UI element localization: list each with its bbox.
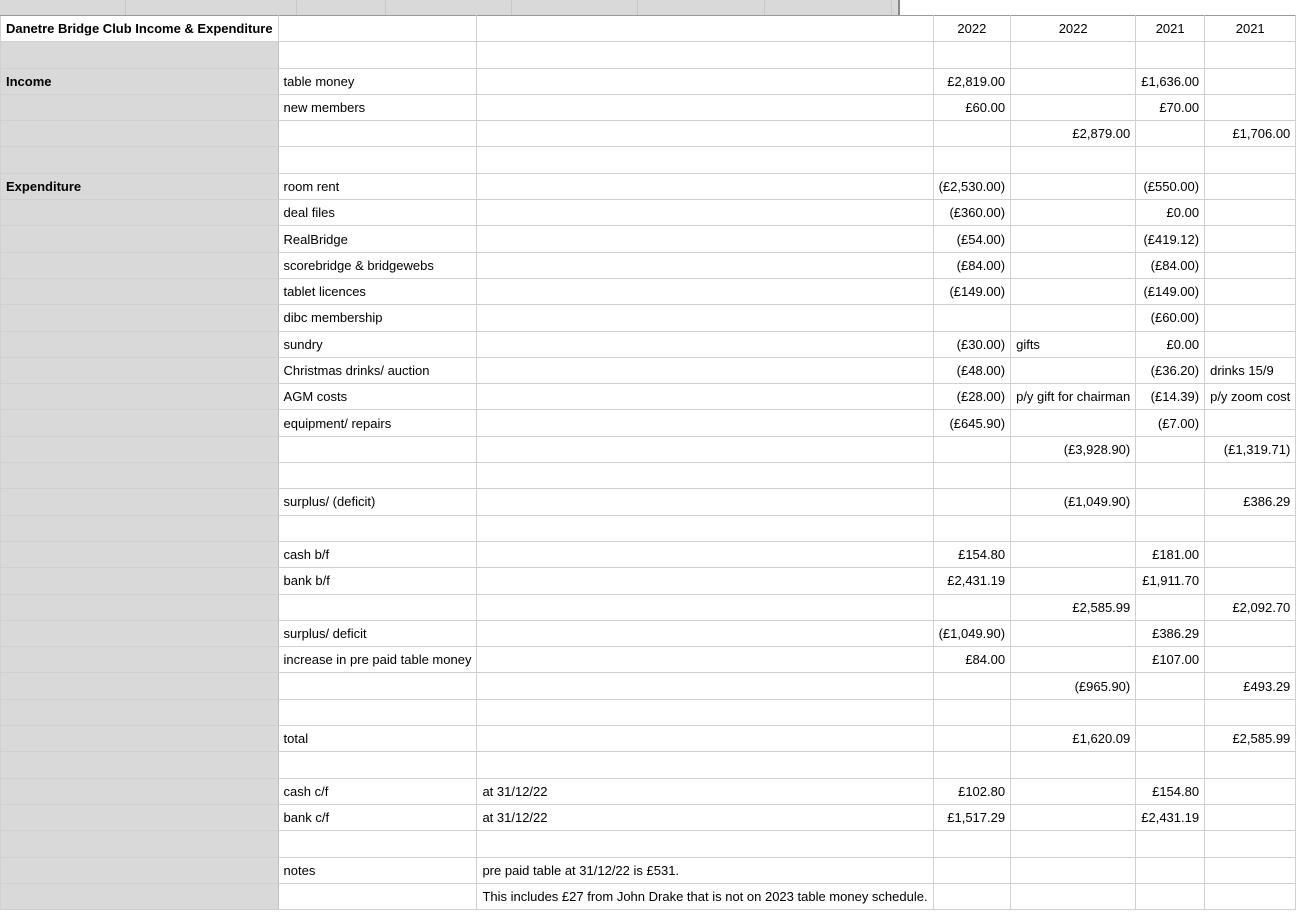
cell[interactable] (1011, 568, 1136, 594)
amount-cell[interactable]: (£14.39) (1136, 384, 1205, 410)
row-label[interactable]: sundry (278, 331, 477, 357)
row-gutter-cell[interactable] (1, 620, 279, 646)
cell[interactable] (477, 42, 933, 68)
amount-cell[interactable]: (£60.00) (1136, 305, 1205, 331)
cell[interactable] (477, 94, 933, 120)
subtotal-cell[interactable]: £2,585.99 (1011, 594, 1136, 620)
amount-cell[interactable]: £0.00 (1136, 200, 1205, 226)
row-gutter-cell[interactable] (1, 778, 279, 804)
row-gutter-cell[interactable] (1, 647, 279, 673)
cell[interactable] (477, 647, 933, 673)
amount-cell[interactable]: £2,819.00 (933, 68, 1011, 94)
row-gutter-cell[interactable] (1, 463, 279, 489)
cell[interactable] (278, 121, 477, 147)
cell[interactable] (278, 463, 477, 489)
column-header-g[interactable] (765, 0, 892, 15)
table-row (1, 647, 1296, 673)
cell[interactable] (1205, 410, 1296, 436)
cell[interactable] (477, 726, 933, 752)
cell[interactable] (278, 752, 477, 778)
cell[interactable] (1011, 883, 1136, 909)
row-label[interactable]: Christmas drinks/ auction (278, 357, 477, 383)
note-cell[interactable]: p/y gift for chairman (1011, 384, 1136, 410)
row-label[interactable]: surplus/ (deficit) (278, 489, 477, 515)
cell[interactable] (477, 305, 933, 331)
row-label[interactable]: bank b/f (278, 568, 477, 594)
header-row (1, 16, 1296, 42)
subtotal-cell[interactable]: £1,620.09 (1011, 726, 1136, 752)
cell[interactable] (477, 173, 933, 199)
row-label[interactable]: increase in pre paid table money (278, 647, 477, 673)
row-label[interactable]: cash c/f (278, 778, 477, 804)
amount-cell[interactable]: (£7.00) (1136, 410, 1205, 436)
subtotal-cell[interactable]: (£965.90) (1011, 673, 1136, 699)
subtotal-cell[interactable]: £493.29 (1205, 673, 1296, 699)
row-gutter-cell[interactable] (1, 857, 279, 883)
row-gutter-cell[interactable] (1, 515, 279, 541)
cell[interactable] (278, 42, 477, 68)
amount-cell[interactable]: £154.80 (1136, 778, 1205, 804)
table-row (1, 305, 1296, 331)
table-row (1, 673, 1296, 699)
cell[interactable] (477, 594, 933, 620)
cell[interactable] (1136, 857, 1205, 883)
cell[interactable] (1011, 226, 1136, 252)
row-label[interactable]: scorebridge & bridgewebs (278, 252, 477, 278)
cell[interactable] (933, 594, 1011, 620)
cell[interactable] (933, 515, 1011, 541)
column-header-d[interactable] (386, 0, 512, 15)
subtotal-cell[interactable]: £2,585.99 (1205, 726, 1296, 752)
row-label[interactable]: RealBridge (278, 226, 477, 252)
amount-cell[interactable]: £70.00 (1136, 94, 1205, 120)
cell[interactable] (1011, 752, 1136, 778)
cell[interactable] (1205, 568, 1296, 594)
cell[interactable] (1011, 252, 1136, 278)
subtotal-cell[interactable]: £1,706.00 (1205, 121, 1296, 147)
table-row (1, 699, 1296, 725)
row-gutter-cell[interactable] (1, 384, 279, 410)
amount-cell[interactable]: £107.00 (1136, 647, 1205, 673)
cell[interactable] (933, 726, 1011, 752)
cell[interactable] (1205, 804, 1296, 830)
cell[interactable] (1205, 541, 1296, 567)
cell[interactable] (1011, 278, 1136, 304)
cell[interactable] (1011, 515, 1136, 541)
cell[interactable] (1011, 699, 1136, 725)
cell[interactable] (477, 68, 933, 94)
cell[interactable] (1011, 357, 1136, 383)
table-row (1, 778, 1296, 804)
row-gutter-cell[interactable] (1, 436, 279, 462)
note-cell[interactable]: p/y zoom cost (1205, 384, 1296, 410)
table-row (1, 831, 1296, 857)
amount-cell[interactable]: (£36.20) (1136, 357, 1205, 383)
cell[interactable] (1011, 42, 1136, 68)
amount-cell[interactable]: (£419.12) (1136, 226, 1205, 252)
cell[interactable] (1205, 305, 1296, 331)
cell[interactable] (278, 515, 477, 541)
cell[interactable] (1011, 647, 1136, 673)
amount-cell[interactable]: (£149.00) (933, 278, 1011, 304)
cell[interactable] (1136, 463, 1205, 489)
cell[interactable] (477, 384, 933, 410)
row-label[interactable]: AGM costs (278, 384, 477, 410)
cell[interactable] (1136, 699, 1205, 725)
cell[interactable] (477, 147, 933, 173)
row-gutter-cell[interactable] (1, 278, 279, 304)
subtotal-cell[interactable]: £2,092.70 (1205, 594, 1296, 620)
table-row (1, 357, 1296, 383)
subtotal-cell[interactable]: (£1,319.71) (1205, 436, 1296, 462)
row-gutter-cell[interactable] (1, 883, 279, 909)
cell[interactable] (1205, 278, 1296, 304)
amount-cell[interactable]: £84.00 (933, 647, 1011, 673)
cell[interactable] (933, 147, 1011, 173)
row-gutter-cell[interactable] (1, 147, 279, 173)
cell[interactable] (477, 331, 933, 357)
row-gutter-cell[interactable] (1, 410, 279, 436)
cell[interactable] (1205, 226, 1296, 252)
cell[interactable] (1205, 200, 1296, 226)
year-header-2022-b[interactable]: 2022 (1011, 16, 1136, 42)
cell[interactable] (1205, 778, 1296, 804)
cell[interactable] (477, 357, 933, 383)
cell[interactable] (933, 673, 1011, 699)
cell[interactable] (1205, 620, 1296, 646)
section-label[interactable]: Expenditure (1, 173, 279, 199)
row-gutter-cell[interactable] (1, 226, 279, 252)
subtotal-cell[interactable]: £386.29 (1205, 489, 1296, 515)
year-header-2021-b[interactable]: 2021 (1205, 16, 1296, 42)
cell[interactable] (278, 16, 477, 42)
scrollbar-edge[interactable] (898, 0, 900, 15)
row-label[interactable]: room rent (278, 173, 477, 199)
cell[interactable] (1205, 331, 1296, 357)
amount-cell[interactable]: (£2,530.00) (933, 173, 1011, 199)
column-header-f[interactable] (638, 0, 765, 15)
cell[interactable] (1205, 42, 1296, 68)
cell[interactable] (278, 594, 477, 620)
amount-cell[interactable]: (£149.00) (1136, 278, 1205, 304)
cell[interactable] (1136, 594, 1205, 620)
row-gutter-cell[interactable] (1, 121, 279, 147)
cell[interactable] (1011, 463, 1136, 489)
table-row (1, 726, 1296, 752)
column-header-b[interactable] (126, 0, 297, 15)
note-cell[interactable]: drinks 15/9 (1205, 357, 1296, 383)
cell[interactable] (477, 541, 933, 567)
cell[interactable] (1136, 121, 1205, 147)
cell[interactable] (1205, 857, 1296, 883)
column-header-e[interactable] (512, 0, 638, 15)
table-row (1, 226, 1296, 252)
table-row (1, 515, 1296, 541)
row-gutter-cell[interactable] (1, 699, 279, 725)
cell[interactable] (933, 489, 1011, 515)
row-gutter-cell[interactable] (1, 752, 279, 778)
cell[interactable] (1205, 883, 1296, 909)
cell[interactable] (1205, 647, 1296, 673)
table-row (1, 384, 1296, 410)
row-label[interactable]: cash b/f (278, 541, 477, 567)
cell[interactable] (1011, 147, 1136, 173)
cell[interactable] (477, 278, 933, 304)
row-label[interactable]: bank c/f (278, 804, 477, 830)
table-row (1, 410, 1296, 436)
row-label[interactable]: new members (278, 94, 477, 120)
cell[interactable] (1011, 94, 1136, 120)
table-row (1, 121, 1296, 147)
amount-cell[interactable]: £181.00 (1136, 541, 1205, 567)
cell[interactable] (1136, 515, 1205, 541)
cell[interactable] (1136, 752, 1205, 778)
amount-cell[interactable]: £60.00 (933, 94, 1011, 120)
subtotal-cell[interactable]: £2,879.00 (1011, 121, 1136, 147)
cell[interactable] (933, 752, 1011, 778)
cell[interactable] (477, 16, 933, 42)
cell[interactable] (933, 883, 1011, 909)
cell[interactable] (933, 699, 1011, 725)
table-row (1, 68, 1296, 94)
row-label[interactable]: total (278, 726, 477, 752)
cell[interactable] (1205, 252, 1296, 278)
cell[interactable] (1136, 673, 1205, 699)
cell[interactable] (1205, 515, 1296, 541)
table-row (1, 252, 1296, 278)
cell[interactable] (933, 305, 1011, 331)
year-header-2022-a[interactable]: 2022 (933, 16, 1011, 42)
cell[interactable] (278, 147, 477, 173)
cell[interactable] (1136, 831, 1205, 857)
row-label[interactable]: tablet licences (278, 278, 477, 304)
cell[interactable] (1136, 42, 1205, 68)
row-label[interactable]: surplus/ deficit (278, 620, 477, 646)
amount-cell[interactable]: (£360.00) (933, 200, 1011, 226)
table-row (1, 541, 1296, 567)
subtotal-cell[interactable]: (£1,049.90) (1011, 489, 1136, 515)
table-row (1, 436, 1296, 462)
cell[interactable] (477, 515, 933, 541)
amount-cell[interactable]: (£550.00) (1136, 173, 1205, 199)
row-gutter-cell[interactable] (1, 673, 279, 699)
cell[interactable] (477, 200, 933, 226)
amount-cell[interactable]: £2,431.19 (1136, 804, 1205, 830)
row-label[interactable]: deal files (278, 200, 477, 226)
cell[interactable] (1011, 173, 1136, 199)
row-gutter-cell[interactable] (1, 541, 279, 567)
note-cell[interactable]: at 31/12/22 (477, 804, 933, 830)
amount-cell[interactable]: £1,911.70 (1136, 568, 1205, 594)
section-label[interactable]: Income (1, 68, 279, 94)
table-row (1, 94, 1296, 120)
amount-cell[interactable]: (£84.00) (933, 252, 1011, 278)
cell[interactable] (477, 410, 933, 436)
cell[interactable] (1136, 436, 1205, 462)
amount-cell[interactable]: (£28.00) (933, 384, 1011, 410)
cell[interactable] (1136, 883, 1205, 909)
amount-cell[interactable]: (£48.00) (933, 357, 1011, 383)
table-row (1, 278, 1296, 304)
note-cell[interactable]: gifts (1011, 331, 1136, 357)
cell[interactable] (1011, 831, 1136, 857)
cell[interactable] (278, 699, 477, 725)
spreadsheet-grid (0, 15, 1296, 910)
cell[interactable] (477, 252, 933, 278)
amount-cell[interactable]: £386.29 (1136, 620, 1205, 646)
cell[interactable] (477, 489, 933, 515)
cell[interactable] (1011, 620, 1136, 646)
row-gutter-cell[interactable] (1, 831, 279, 857)
cell[interactable] (1205, 463, 1296, 489)
row-gutter-cell[interactable] (1, 357, 279, 383)
cell[interactable] (1205, 173, 1296, 199)
table-row (1, 489, 1296, 515)
row-gutter-cell[interactable] (1, 804, 279, 830)
note-cell[interactable]: This includes £27 from John Drake that is not on 2023 table money schedule. (477, 883, 933, 909)
amount-cell[interactable]: £1,517.29 (933, 804, 1011, 830)
table-row (1, 173, 1296, 199)
column-header-a[interactable] (0, 0, 126, 15)
table-row (1, 620, 1296, 646)
table-row (1, 200, 1296, 226)
cell[interactable] (1011, 804, 1136, 830)
amount-cell[interactable]: (£54.00) (933, 226, 1011, 252)
cell[interactable] (477, 436, 933, 462)
table-row (1, 752, 1296, 778)
subtotal-cell[interactable]: (£3,928.90) (1011, 436, 1136, 462)
cell[interactable] (1136, 147, 1205, 173)
cell[interactable] (1205, 94, 1296, 120)
cell[interactable] (278, 883, 477, 909)
cell[interactable] (278, 673, 477, 699)
note-cell[interactable]: at 31/12/22 (477, 778, 933, 804)
table-row (1, 42, 1296, 68)
table-row (1, 594, 1296, 620)
row-label[interactable]: table money (278, 68, 477, 94)
cell[interactable] (1011, 410, 1136, 436)
cell[interactable] (477, 121, 933, 147)
cell[interactable] (933, 121, 1011, 147)
amount-cell[interactable]: £2,431.19 (933, 568, 1011, 594)
cell[interactable] (278, 436, 477, 462)
table-row (1, 804, 1296, 830)
row-gutter-cell[interactable] (1, 94, 279, 120)
amount-cell[interactable]: (£645.90) (933, 410, 1011, 436)
table-row (1, 147, 1296, 173)
cell[interactable] (1205, 68, 1296, 94)
sheet-title[interactable]: Danetre Bridge Club Income & Expenditure (1, 16, 279, 42)
amount-cell[interactable]: £102.80 (933, 778, 1011, 804)
cell[interactable] (1011, 541, 1136, 567)
table-row (1, 857, 1296, 883)
table-row (1, 463, 1296, 489)
amount-cell[interactable]: £1,636.00 (1136, 68, 1205, 94)
cell[interactable] (477, 752, 933, 778)
cell[interactable] (1011, 68, 1136, 94)
cell[interactable] (933, 857, 1011, 883)
cell[interactable] (477, 831, 933, 857)
row-gutter-cell[interactable] (1, 42, 279, 68)
cell[interactable] (933, 463, 1011, 489)
cell[interactable] (1205, 147, 1296, 173)
table-row (1, 568, 1296, 594)
cell[interactable] (933, 42, 1011, 68)
row-gutter-cell[interactable] (1, 252, 279, 278)
column-header-bar (0, 0, 900, 15)
column-header-c[interactable] (297, 0, 386, 15)
row-gutter-cell[interactable] (1, 594, 279, 620)
row-label[interactable]: notes (278, 857, 477, 883)
cell[interactable] (477, 673, 933, 699)
table-row (1, 883, 1296, 909)
cell[interactable] (1011, 305, 1136, 331)
cell[interactable] (1136, 489, 1205, 515)
amount-cell[interactable]: £154.80 (933, 541, 1011, 567)
cell[interactable] (1205, 831, 1296, 857)
cell[interactable] (1205, 752, 1296, 778)
row-gutter-cell[interactable] (1, 726, 279, 752)
cell[interactable] (278, 831, 477, 857)
amount-cell[interactable]: (£84.00) (1136, 252, 1205, 278)
cell[interactable] (1011, 857, 1136, 883)
note-cell[interactable]: pre paid table at 31/12/22 is £531. (477, 857, 933, 883)
amount-cell[interactable]: £0.00 (1136, 331, 1205, 357)
cell[interactable] (477, 568, 933, 594)
cell[interactable] (1136, 726, 1205, 752)
amount-cell[interactable]: (£30.00) (933, 331, 1011, 357)
row-gutter-cell[interactable] (1, 568, 279, 594)
row-gutter-cell[interactable] (1, 305, 279, 331)
amount-cell[interactable]: (£1,049.90) (933, 620, 1011, 646)
row-label[interactable]: dibc membership (278, 305, 477, 331)
row-label[interactable]: equipment/ repairs (278, 410, 477, 436)
cell[interactable] (1011, 778, 1136, 804)
table-row (1, 331, 1296, 357)
cell[interactable] (1011, 200, 1136, 226)
row-gutter-cell[interactable] (1, 331, 279, 357)
cell[interactable] (477, 620, 933, 646)
row-gutter-cell[interactable] (1, 489, 279, 515)
cell[interactable] (933, 436, 1011, 462)
cell[interactable] (477, 699, 933, 725)
cell[interactable] (477, 463, 933, 489)
cell[interactable] (1205, 699, 1296, 725)
row-gutter-cell[interactable] (1, 200, 279, 226)
cell[interactable] (477, 226, 933, 252)
cell[interactable] (933, 831, 1011, 857)
year-header-2021-a[interactable]: 2021 (1136, 16, 1205, 42)
